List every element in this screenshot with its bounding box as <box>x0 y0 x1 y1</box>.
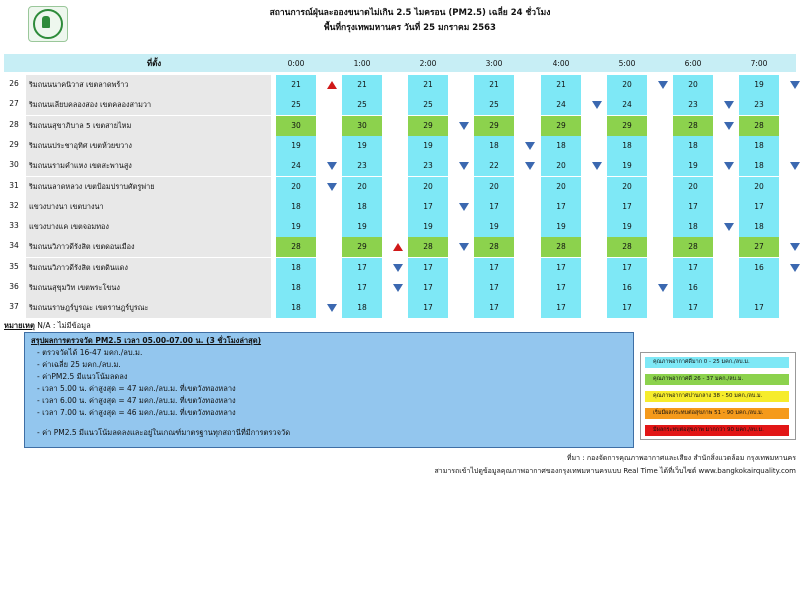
pm25-value: 29 <box>607 116 647 136</box>
time-header: 5:00 <box>618 59 636 68</box>
trend-down-icon <box>393 264 403 272</box>
pm25-value: 27 <box>739 237 779 257</box>
pm25-value: 19 <box>739 75 779 95</box>
trend-down-icon <box>327 162 337 170</box>
pm25-value: 18 <box>739 136 779 156</box>
pm25-value: 20 <box>474 177 514 197</box>
pm25-value: 16 <box>739 258 779 278</box>
pm25-value: 25 <box>276 95 316 115</box>
pm25-value: 28 <box>276 237 316 257</box>
trend-down-icon <box>790 162 800 170</box>
pm25-value: 28 <box>607 237 647 257</box>
pm25-value: 24 <box>276 156 316 176</box>
source-note <box>435 452 796 478</box>
pm25-value: 18 <box>342 298 382 318</box>
pm25-value: 17 <box>673 298 713 318</box>
summary-box <box>24 332 634 448</box>
trend-down-icon <box>658 284 668 292</box>
table-row <box>4 216 796 238</box>
table-row <box>4 176 796 198</box>
station-location: ริมถนนเลียบคลองสอง เขตคลองสามวา <box>26 95 271 115</box>
pm25-value: 17 <box>342 278 382 298</box>
trend-down-icon <box>592 101 602 109</box>
location-header: ที่ตั้ง <box>146 59 162 68</box>
trend-down-icon <box>459 122 469 130</box>
pm25-value: 29 <box>408 116 448 136</box>
color-legend <box>640 352 796 440</box>
pm25-value: 29 <box>342 237 382 257</box>
pm25-value: 17 <box>474 298 514 318</box>
station-location: ริมถนนสุขุมวิท เขตพระโขนง <box>26 278 271 298</box>
station-location: ริมถนนรามคำแหง เขตสะพานสูง <box>26 156 271 176</box>
station-location: ริมถนนลาดหลวง เขตป้อมปราบศัตรูพ่าย <box>26 177 271 197</box>
pm25-value: 20 <box>607 75 647 95</box>
pm25-value: 19 <box>474 217 514 237</box>
pm25-value: 30 <box>276 116 316 136</box>
pm25-value: 17 <box>607 258 647 278</box>
note-text: N/A : ไม่มีข้อมูล <box>37 321 91 330</box>
pm25-value: 17 <box>673 258 713 278</box>
row-number: 27 <box>9 99 19 109</box>
pm25-value: 25 <box>342 95 382 115</box>
row-number: 34 <box>9 241 19 251</box>
pm25-value: 20 <box>541 156 581 176</box>
pm25-value: 17 <box>739 197 779 217</box>
table-row <box>4 74 796 96</box>
table-row <box>4 94 796 116</box>
pm25-value: 18 <box>739 217 779 237</box>
pm25-value: 18 <box>276 197 316 217</box>
table-row <box>4 155 796 177</box>
pm25-value: 17 <box>408 197 448 217</box>
station-location: ริมถนนราษฎร์บูรณะ เขตราษฎร์บูรณะ <box>26 298 271 318</box>
table-header <box>4 54 796 72</box>
trend-down-icon <box>790 264 800 272</box>
station-location: แขวงบางนา เขตบางนา <box>26 197 271 217</box>
row-number: 36 <box>9 282 19 291</box>
pm25-value <box>739 278 779 298</box>
pm25-value: 20 <box>408 177 448 197</box>
station-location: ริมถนนสุขาภิบาล 5 เขตสายไหม <box>26 116 271 136</box>
pm25-value: 28 <box>673 237 713 257</box>
legend-item: คุณภาพอากาศดี 26 - 37 มคก./ลบ.ม. <box>645 374 789 385</box>
pm25-value: 18 <box>607 136 647 156</box>
pm25-value: 19 <box>408 217 448 237</box>
pm25-value: 29 <box>541 116 581 136</box>
pm25-value: 17 <box>408 298 448 318</box>
note-label: หมายเหตุ <box>4 321 35 330</box>
legend-item: คุณภาพอากาศดีมาก 0 - 25 มคก./ลบ.ม. <box>645 357 789 368</box>
pm25-value: 16 <box>607 278 647 298</box>
subtitle-text: พื้นที่กรุงเทพมหานคร วันที่ 25 มกราคม 2563 <box>324 23 496 33</box>
bma-logo <box>28 6 68 42</box>
trend-down-icon <box>393 284 403 292</box>
row-number: 32 <box>9 200 19 210</box>
pm25-value: 19 <box>541 217 581 237</box>
time-header: 2:00 <box>419 59 437 68</box>
station-location: ริมถนนประชาอุทิศ เขตห้วยขวาง <box>26 136 271 156</box>
pm25-value: 28 <box>739 116 779 136</box>
pm25-value: 21 <box>408 75 448 95</box>
station-location: ริมถนนนาคนิวาส เขตลาดพร้าว <box>26 75 271 95</box>
legend-item: มีผลกระทบต่อสุขภาพ มากกว่า 90 มคก./ลบ.ม. <box>645 425 789 436</box>
pm25-value: 17 <box>541 278 581 298</box>
pm25-value: 17 <box>541 298 581 318</box>
pm25-value: 21 <box>276 75 316 95</box>
trend-down-icon <box>459 243 469 251</box>
row-number: 28 <box>9 119 19 129</box>
row-number: 33 <box>9 221 19 231</box>
pm25-value: 19 <box>276 136 316 156</box>
pm25-value: 24 <box>541 95 581 115</box>
time-header: 4:00 <box>552 59 570 68</box>
pm25-value: 18 <box>673 217 713 237</box>
pm25-value: 21 <box>342 75 382 95</box>
pm25-value: 19 <box>342 217 382 237</box>
summary-item: - ค่าเฉลี่ย 25 มคก./ลบ.ม. <box>37 360 121 369</box>
pm25-value: 25 <box>474 95 514 115</box>
pm25-value: 20 <box>739 177 779 197</box>
table-row <box>4 297 796 319</box>
pm25-value: 21 <box>474 75 514 95</box>
trend-down-icon <box>525 142 535 150</box>
pm25-value: 23 <box>342 156 382 176</box>
summary-heading: สรุปผลการตรวจวัด PM2.5 เวลา 05.00-07.00 น. (3 ชั่วโมงล่าสุด) <box>31 336 262 345</box>
trend-down-icon <box>724 101 734 109</box>
table-row <box>4 196 796 218</box>
trend-down-icon <box>790 243 800 251</box>
pm25-value: 17 <box>474 258 514 278</box>
summary-item: - ค่าPM2.5 มีแนวโน้มลดลง <box>37 372 128 381</box>
summary-item: - เวลา 6.00 น. ค่าสูงสุด = 47 มคก./ลบ.ม. ที่เขตวังทองหลาง <box>37 396 236 405</box>
pm25-value: 17 <box>607 298 647 318</box>
row-number: 30 <box>9 160 19 170</box>
footnote <box>4 320 91 332</box>
pm25-value: 30 <box>342 116 382 136</box>
trend-down-icon <box>459 162 469 170</box>
pm25-value: 20 <box>673 75 713 95</box>
time-header: 6:00 <box>684 59 702 68</box>
pm25-value: 25 <box>408 95 448 115</box>
pm25-value: 20 <box>541 177 581 197</box>
station-location: ริมถนนวิภาวดีรังสิต เขตดอนเมือง <box>26 237 271 257</box>
pm25-value: 17 <box>474 197 514 217</box>
pm25-value: 18 <box>342 197 382 217</box>
pm25-value: 19 <box>607 156 647 176</box>
table-row <box>4 115 796 137</box>
trend-down-icon <box>459 203 469 211</box>
trend-up-icon <box>393 243 403 251</box>
source-line: ที่มา : กองจัดการคุณภาพอากาศและเสียง สำนักสิ่งแวดล้อม กรุงเทพมหานคร <box>566 454 796 462</box>
pm25-value: 18 <box>541 136 581 156</box>
website-line: สามารถเข้าไปดูข้อมูลคุณภาพอากาศของกรุงเทพมหานครแบบ Real Time ได้ที่เว็บไซต์ www.bangkokairquality.com <box>434 467 796 475</box>
trend-down-icon <box>525 162 535 170</box>
pm25-value: 28 <box>474 237 514 257</box>
trend-down-icon <box>724 122 734 130</box>
pm25-value: 17 <box>474 278 514 298</box>
pm25-value: 17 <box>408 278 448 298</box>
page-title <box>200 7 620 34</box>
pm25-value: 28 <box>673 116 713 136</box>
pm25-value: 18 <box>276 278 316 298</box>
trend-down-icon <box>327 183 337 191</box>
pm25-value: 28 <box>541 237 581 257</box>
pm25-value: 19 <box>607 217 647 237</box>
pm25-value: 19 <box>673 156 713 176</box>
time-header: 1:00 <box>353 59 371 68</box>
pm25-value: 17 <box>739 298 779 318</box>
trend-down-icon <box>790 81 800 89</box>
row-number: 29 <box>9 139 19 149</box>
summary-item: - ตรวจวัดได้ 16-47 มคก./ลบ.ม. <box>37 348 143 357</box>
pm25-value: 20 <box>607 177 647 197</box>
pm25-value: 17 <box>673 197 713 217</box>
trend-down-icon <box>724 162 734 170</box>
trend-down-icon <box>724 223 734 231</box>
row-number: 37 <box>9 302 19 312</box>
station-location: ริมถนนวิภาวดีรังสิต เขตดินแดง <box>26 258 271 278</box>
pm25-value: 17 <box>342 258 382 278</box>
trend-down-icon <box>592 162 602 170</box>
pm25-value: 20 <box>673 177 713 197</box>
pm25-value: 23 <box>673 95 713 115</box>
pm25-value: 28 <box>408 237 448 257</box>
pm25-value: 20 <box>276 177 316 197</box>
station-location: แขวงบางแค เขตจอมทอง <box>26 217 271 237</box>
pm25-value: 18 <box>673 136 713 156</box>
summary-item: - เวลา 5.00 น. ค่าสูงสุด = 47 มคก./ลบ.ม. ที่เขตวังทองหลาง <box>37 384 236 393</box>
summary-item: - เวลา 7.00 น. ค่าสูงสุด = 46 มคก./ลบ.ม. ที่เขตวังทองหลาง <box>37 408 236 417</box>
legend-item: คุณภาพอากาศปานกลาง 38 - 50 มคก./ลบ.ม. <box>645 391 789 402</box>
table-row <box>4 135 796 157</box>
pm25-value: 21 <box>541 75 581 95</box>
pm25-value: 29 <box>474 116 514 136</box>
pm25-value: 17 <box>607 197 647 217</box>
row-number: 26 <box>9 79 19 88</box>
pm25-value: 19 <box>342 136 382 156</box>
pm25-value: 17 <box>541 197 581 217</box>
pm25-value: 20 <box>342 177 382 197</box>
summary-footer: - ค่า PM2.5 มีแนวโน้มลดลงและอยู่ในเกณฑ์มาตรฐานทุกสถานีที่มีการตรวจวัด <box>37 428 291 437</box>
legend-item: เริ่มมีผลกระทบต่อสุขภาพ 51 - 90 มคก./ลบ.ม. <box>645 408 789 419</box>
table-row <box>4 257 796 279</box>
row-number: 35 <box>9 261 19 271</box>
time-header: 7:00 <box>750 59 768 68</box>
pm25-value: 19 <box>408 136 448 156</box>
row-number: 31 <box>9 180 19 190</box>
pm25-value: 17 <box>408 258 448 278</box>
pm25-value: 23 <box>739 95 779 115</box>
pm25-value: 23 <box>408 156 448 176</box>
bma-seal-icon <box>33 9 63 39</box>
title-text: สถานการณ์ฝุ่นละอองขนาดไม่เกิน 2.5 ไมครอน (PM2.5) เฉลี่ย 24 ชั่วโมง <box>269 8 551 18</box>
pm25-value: 18 <box>474 136 514 156</box>
pm25-value: 18 <box>276 298 316 318</box>
pm25-value: 19 <box>276 217 316 237</box>
trend-up-icon <box>327 81 337 89</box>
trend-down-icon <box>658 81 668 89</box>
pm25-value: 18 <box>739 156 779 176</box>
pm25-value: 16 <box>673 278 713 298</box>
trend-down-icon <box>327 304 337 312</box>
time-header: 0:00 <box>287 59 305 68</box>
table-row <box>4 277 796 299</box>
table-row <box>4 236 796 258</box>
pm25-value: 24 <box>607 95 647 115</box>
pm25-value: 18 <box>276 258 316 278</box>
pm25-value: 17 <box>541 258 581 278</box>
time-header: 3:00 <box>485 59 503 68</box>
pm25-value: 22 <box>474 156 514 176</box>
